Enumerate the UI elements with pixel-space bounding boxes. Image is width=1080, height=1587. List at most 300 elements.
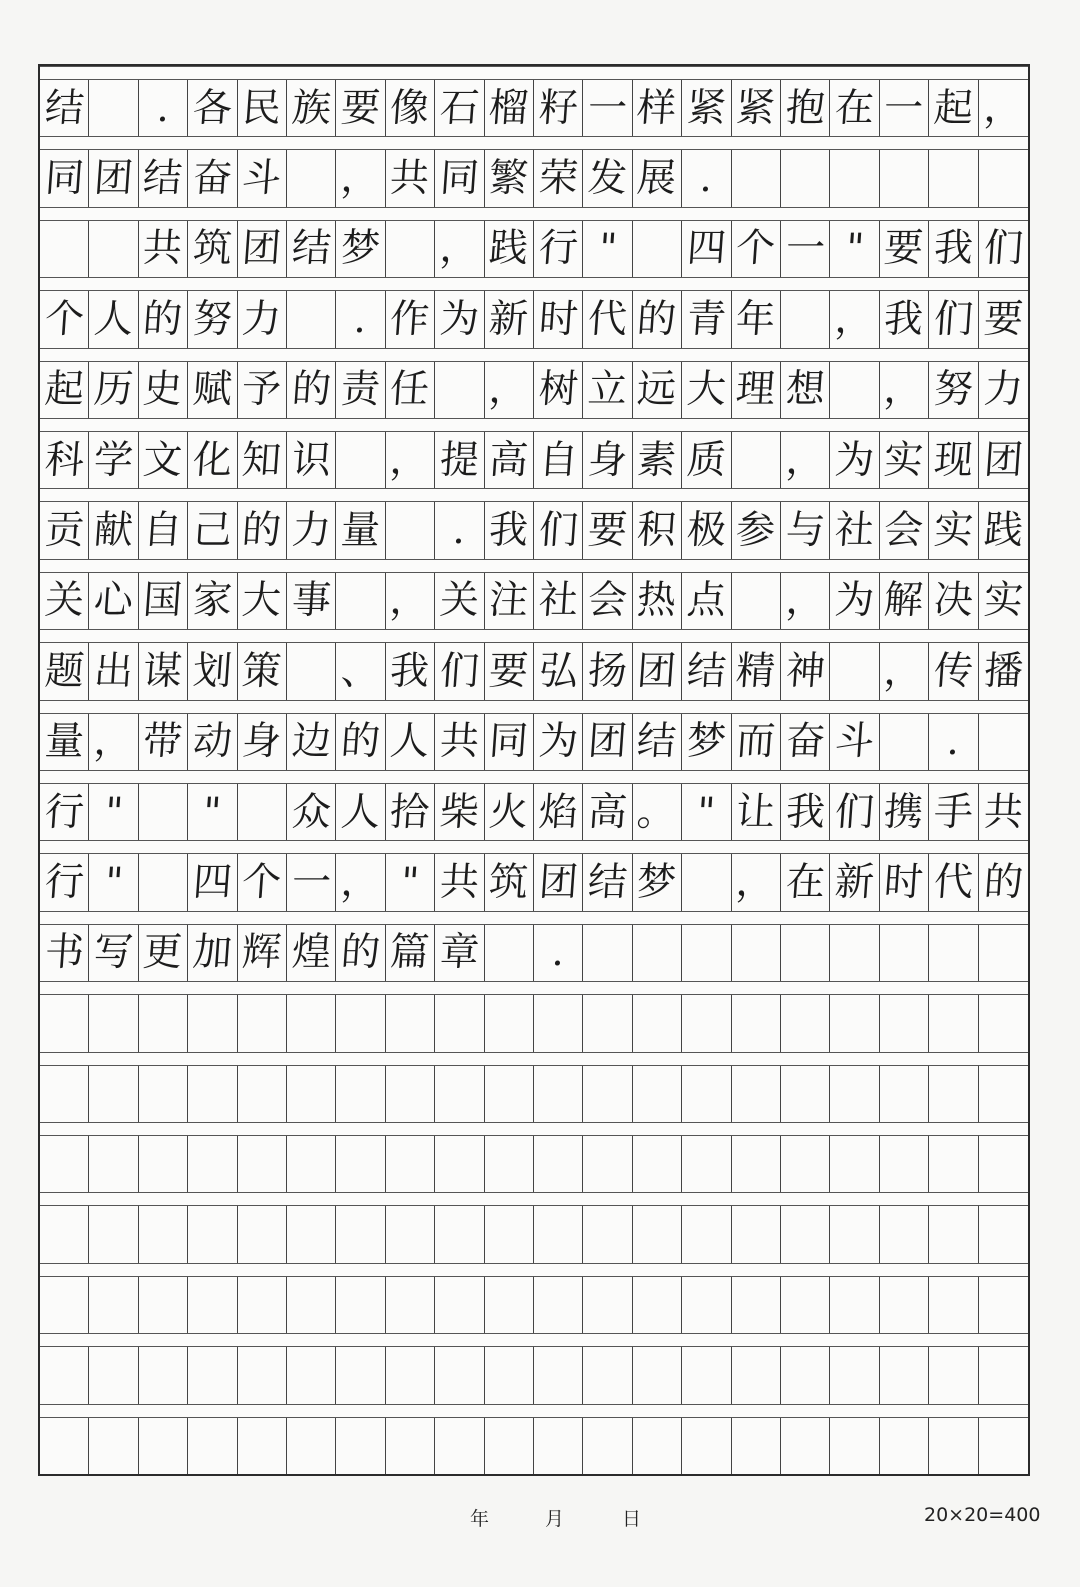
grid-cell <box>979 643 1028 699</box>
row-separator <box>40 277 1028 291</box>
grid-cell <box>336 362 385 418</box>
handwritten-char: 一 <box>586 85 629 131</box>
grid-cell <box>485 1277 534 1333</box>
grid-cell <box>979 1277 1028 1333</box>
grid-row <box>40 221 1028 277</box>
grid-cell <box>40 291 89 347</box>
handwritten-char: 、 <box>339 648 382 694</box>
grid-cell <box>287 432 336 488</box>
grid-cell <box>781 1206 830 1262</box>
grid-cell <box>830 502 879 558</box>
handwritten-char: 的 <box>339 719 382 765</box>
writing-grid-sheet <box>38 64 1030 1476</box>
row-separator <box>40 770 1028 784</box>
grid-cell <box>929 995 978 1051</box>
handwritten-char: 带 <box>141 719 185 765</box>
handwritten-char: 一 <box>882 85 926 131</box>
row-separator <box>40 418 1028 432</box>
handwritten-char: 代 <box>586 296 629 342</box>
handwritten-char: 团 <box>586 719 629 765</box>
grid-cell <box>238 1277 287 1333</box>
grid-cell <box>287 714 336 770</box>
handwritten-char: 煌 <box>290 930 333 976</box>
grid-cell <box>485 714 534 770</box>
handwritten-char: 高 <box>487 437 530 483</box>
grid-cell <box>830 643 879 699</box>
grid-cell <box>40 1066 89 1122</box>
grid-cell <box>583 925 632 981</box>
grid-cell <box>238 362 287 418</box>
grid-cell <box>929 502 978 558</box>
handwritten-char: ， <box>438 226 481 272</box>
grid-cell <box>781 1277 830 1333</box>
grid-cell <box>386 1066 435 1122</box>
grid-cell <box>485 573 534 629</box>
grid-cell <box>633 362 682 418</box>
grid-cell <box>682 150 731 206</box>
grid-cell <box>880 643 929 699</box>
handwritten-char: 个 <box>734 226 777 272</box>
grid-cell <box>979 432 1028 488</box>
handwritten-char: 们 <box>833 789 876 835</box>
grid-cell <box>534 80 583 136</box>
grid-cell <box>386 573 435 629</box>
grid-cell <box>929 1206 978 1262</box>
grid-cell <box>830 573 879 629</box>
handwritten-char: 人 <box>388 719 432 765</box>
handwritten-char: 我 <box>784 789 827 835</box>
handwritten-char: 质 <box>685 437 728 483</box>
handwritten-char: 任 <box>388 367 432 413</box>
row-separator <box>40 1122 1028 1136</box>
grid-cell <box>40 1277 89 1333</box>
grid-cell <box>880 1347 929 1403</box>
grid-row <box>40 432 1028 488</box>
grid-cell <box>336 573 385 629</box>
row-separator <box>40 1192 1028 1206</box>
grid-cell <box>139 80 188 136</box>
handwritten-char: " <box>597 226 619 272</box>
grid-cell <box>139 362 188 418</box>
grid-cell <box>682 714 731 770</box>
grid-cell <box>534 573 583 629</box>
grid-cell <box>89 995 138 1051</box>
handwritten-char: 解 <box>882 578 926 624</box>
handwritten-char: " <box>695 789 717 835</box>
grid-cell <box>40 643 89 699</box>
grid-cell <box>40 432 89 488</box>
grid-cell <box>880 221 929 277</box>
grid-cell <box>40 362 89 418</box>
grid-cell <box>89 925 138 981</box>
handwritten-char: 出 <box>92 648 135 694</box>
handwritten-char: 共 <box>438 860 481 906</box>
handwritten-char: 社 <box>833 508 876 554</box>
handwritten-char: 团 <box>635 648 679 694</box>
handwritten-char: 我 <box>487 508 530 554</box>
grid-cell <box>929 362 978 418</box>
handwritten-char: 而 <box>734 719 777 765</box>
grid-cell <box>188 362 237 418</box>
grid-cell <box>287 995 336 1051</box>
grid-cell <box>583 150 632 206</box>
grid-cell <box>979 1418 1028 1474</box>
handwritten-char: 同 <box>43 156 86 202</box>
handwritten-char: 青 <box>685 296 728 342</box>
grid-cell <box>336 643 385 699</box>
handwritten-char: ， <box>487 367 530 413</box>
grid-cell <box>732 1206 781 1262</box>
handwritten-char: 赋 <box>191 367 234 413</box>
grid-cell <box>386 502 435 558</box>
handwritten-char: 神 <box>784 648 827 694</box>
handwritten-char: 梦 <box>339 226 382 272</box>
grid-cell <box>139 1277 188 1333</box>
grid-cell <box>336 784 385 840</box>
row-separator <box>40 700 1028 714</box>
handwritten-char: 同 <box>438 156 481 202</box>
handwritten-char: 力 <box>982 367 1025 413</box>
grid-cell <box>583 432 632 488</box>
grid-cell <box>830 1347 879 1403</box>
grid-cell <box>682 291 731 347</box>
handwritten-char: . <box>698 156 715 202</box>
grid-cell <box>188 995 237 1051</box>
handwritten-char: 我 <box>882 296 926 342</box>
grid-cell <box>732 925 781 981</box>
grid-cell <box>238 502 287 558</box>
grid-cell <box>238 714 287 770</box>
handwritten-char: 们 <box>982 226 1025 272</box>
grid-row <box>40 1277 1028 1333</box>
handwritten-char: 斗 <box>240 156 283 202</box>
handwritten-char: " <box>399 860 421 906</box>
handwritten-char: 扬 <box>586 648 629 694</box>
handwritten-char: 谋 <box>141 648 185 694</box>
grid-cell <box>583 714 632 770</box>
grid-cell <box>188 854 237 910</box>
grid-cell <box>139 1206 188 1262</box>
grid-cell <box>435 925 484 981</box>
handwritten-char: 知 <box>240 437 283 483</box>
grid-cell <box>781 362 830 418</box>
row-separator <box>40 559 1028 573</box>
grid-cell <box>929 1347 978 1403</box>
handwritten-char: 要 <box>982 296 1025 342</box>
grid-cell <box>238 1206 287 1262</box>
grid-cell <box>732 1277 781 1333</box>
grid-cell <box>534 291 583 347</box>
grid-cell <box>929 150 978 206</box>
grid-cell <box>534 150 583 206</box>
handwritten-char: 关 <box>438 578 481 624</box>
handwritten-char: 结 <box>141 156 185 202</box>
grid-cell <box>929 432 978 488</box>
grid-cell <box>139 1066 188 1122</box>
grid-cell <box>781 432 830 488</box>
grid-cell <box>929 1066 978 1122</box>
grid-cell <box>682 1206 731 1262</box>
grid-cell <box>188 1136 237 1192</box>
grid-cell <box>386 784 435 840</box>
grid-cell <box>139 291 188 347</box>
grid-cell <box>386 714 435 770</box>
grid-row <box>40 362 1028 418</box>
handwritten-char: 拾 <box>388 789 432 835</box>
handwritten-char: 团 <box>92 156 135 202</box>
grid-cell <box>583 1206 632 1262</box>
grid-cell <box>435 362 484 418</box>
grid-cell <box>238 1347 287 1403</box>
grid-cell <box>435 1347 484 1403</box>
handwritten-char: 结 <box>635 719 679 765</box>
grid-cell <box>435 432 484 488</box>
grid-cell <box>781 573 830 629</box>
handwritten-char: 大 <box>240 578 283 624</box>
handwritten-char: 科 <box>43 437 86 483</box>
grid-row <box>40 1136 1028 1192</box>
grid-cell <box>781 1136 830 1192</box>
handwritten-char: ， <box>339 860 382 906</box>
handwritten-char: 新 <box>487 296 530 342</box>
handwritten-char: 与 <box>784 508 827 554</box>
grid-cell <box>633 925 682 981</box>
grid-cell <box>435 291 484 347</box>
grid-cell <box>880 1136 929 1192</box>
grid-cell <box>485 80 534 136</box>
grid-cell <box>89 150 138 206</box>
grid-cell <box>583 80 632 136</box>
grid-cell <box>386 432 435 488</box>
grid-cell <box>534 221 583 277</box>
grid-cell <box>287 1136 336 1192</box>
handwritten-char: 行 <box>537 226 580 272</box>
grid-cell <box>188 573 237 629</box>
grid-cell <box>188 925 237 981</box>
grid-cell <box>583 995 632 1051</box>
grid-cell <box>40 784 89 840</box>
grid-cell <box>830 1206 879 1262</box>
grid-cell <box>485 432 534 488</box>
grid-cell <box>534 1277 583 1333</box>
grid-cell <box>287 1418 336 1474</box>
grid-cell <box>435 150 484 206</box>
grid-cell <box>682 854 731 910</box>
grid-cell <box>238 854 287 910</box>
grid-cell <box>89 714 138 770</box>
handwritten-char: 代 <box>932 860 975 906</box>
grid-cell <box>336 432 385 488</box>
grid-cell <box>682 643 731 699</box>
grid-cell <box>40 502 89 558</box>
handwritten-char: 四 <box>685 226 728 272</box>
handwritten-char: 紧 <box>685 85 728 131</box>
grid-cell <box>830 714 879 770</box>
grid-cell <box>534 995 583 1051</box>
grid-cell <box>682 995 731 1051</box>
handwritten-char: 的 <box>635 296 679 342</box>
grid-cell <box>386 150 435 206</box>
handwritten-char: 识 <box>290 437 333 483</box>
grid-row <box>40 995 1028 1051</box>
grid-cell <box>929 573 978 629</box>
handwritten-char: 想 <box>784 367 827 413</box>
handwritten-char: 民 <box>240 85 283 131</box>
grid-cell <box>534 1206 583 1262</box>
grid-cell <box>40 150 89 206</box>
grid-cell <box>880 1418 929 1474</box>
grid-cell <box>386 362 435 418</box>
handwritten-char: 一 <box>290 860 333 906</box>
handwritten-char: . <box>155 85 171 131</box>
handwritten-char: 在 <box>784 860 827 906</box>
grid-cell <box>583 291 632 347</box>
handwritten-char: 的 <box>240 508 283 554</box>
grid-cell <box>830 995 879 1051</box>
handwritten-char: 四 <box>191 860 234 906</box>
handwritten-char: 家 <box>191 578 234 624</box>
grid-cell <box>534 1418 583 1474</box>
handwritten-char: 石 <box>438 85 481 131</box>
grid-cell <box>40 573 89 629</box>
row-separator <box>40 488 1028 502</box>
grid-row <box>40 1347 1028 1403</box>
grid-cell <box>682 1347 731 1403</box>
handwritten-char: 努 <box>191 296 234 342</box>
handwritten-char: 同 <box>487 719 530 765</box>
grid-cell <box>336 1066 385 1122</box>
grid-cell <box>781 502 830 558</box>
grid-cell <box>485 1206 534 1262</box>
handwritten-char: 学 <box>92 437 135 483</box>
grid-cell <box>583 362 632 418</box>
grid-row <box>40 1206 1028 1262</box>
footer-day-label: 日 <box>622 1508 642 1530</box>
grid-cell <box>979 1206 1028 1262</box>
row-separator <box>40 348 1028 362</box>
handwritten-char: 在 <box>833 85 876 131</box>
grid-cell <box>979 80 1028 136</box>
grid-cell <box>880 714 929 770</box>
grid-cell <box>732 573 781 629</box>
handwritten-char: 为 <box>833 578 876 624</box>
grid-capacity-label: 20×20=400 <box>924 1504 1041 1526</box>
grid-cell <box>139 925 188 981</box>
grid-cell <box>880 432 929 488</box>
grid-cell <box>732 1347 781 1403</box>
handwritten-char: 起 <box>932 85 975 131</box>
grid-cell <box>880 291 929 347</box>
handwritten-char: " <box>103 789 125 835</box>
grid-cell <box>287 643 336 699</box>
grid-cell <box>929 1136 978 1192</box>
handwritten-char: 结 <box>43 85 86 131</box>
handwritten-char: 筑 <box>487 860 530 906</box>
grid-cell <box>435 573 484 629</box>
row-separator <box>40 1404 1028 1418</box>
grid-cell <box>336 1136 385 1192</box>
grid-cell <box>287 291 336 347</box>
grid-cell <box>89 573 138 629</box>
grid-cell <box>633 714 682 770</box>
handwritten-char: 力 <box>290 508 333 554</box>
grid-cell <box>188 291 237 347</box>
grid-cell <box>633 643 682 699</box>
grid-cell <box>386 643 435 699</box>
handwritten-char: 的 <box>339 930 382 976</box>
handwritten-char: 年 <box>734 296 777 342</box>
handwritten-char: ， <box>339 156 382 202</box>
grid-cell <box>435 221 484 277</box>
grid-cell <box>139 995 188 1051</box>
row-separator <box>40 207 1028 221</box>
handwritten-char: ， <box>882 367 926 413</box>
grid-cell <box>188 432 237 488</box>
handwritten-char: 史 <box>141 367 185 413</box>
handwritten-char: 篇 <box>388 930 432 976</box>
grid-cell <box>633 854 682 910</box>
row-separator <box>40 66 1028 80</box>
grid-cell <box>139 714 188 770</box>
grid-cell <box>435 1206 484 1262</box>
footer-month-label: 月 <box>545 1508 565 1530</box>
grid-cell <box>435 1066 484 1122</box>
grid-cell <box>929 221 978 277</box>
row-separator <box>40 840 1028 854</box>
grid-cell <box>633 1136 682 1192</box>
grid-cell <box>979 362 1028 418</box>
grid-cell <box>139 432 188 488</box>
grid-cell <box>534 432 583 488</box>
grid-cell <box>40 80 89 136</box>
handwritten-char: 心 <box>92 578 135 624</box>
handwritten-char: 素 <box>635 437 679 483</box>
grid-cell <box>89 432 138 488</box>
handwritten-char: " <box>844 226 866 272</box>
grid-cell <box>287 1347 336 1403</box>
grid-cell <box>732 1136 781 1192</box>
grid-cell <box>682 1277 731 1333</box>
handwritten-char: 划 <box>191 648 234 694</box>
grid-cell <box>732 362 781 418</box>
grid-cell <box>682 784 731 840</box>
handwritten-char: 手 <box>932 789 975 835</box>
handwritten-char: 实 <box>882 437 926 483</box>
handwritten-char: 共 <box>982 789 1025 835</box>
grid-cell <box>435 854 484 910</box>
handwritten-char: 献 <box>92 508 135 554</box>
grid-cell <box>188 1347 237 1403</box>
handwritten-char: 繁 <box>487 156 530 202</box>
grid-cell <box>40 1136 89 1192</box>
grid-cell <box>89 854 138 910</box>
grid-cell <box>633 995 682 1051</box>
grid-cell <box>534 925 583 981</box>
row-separator <box>40 911 1028 925</box>
handwritten-char: 社 <box>537 578 580 624</box>
grid-row <box>40 291 1028 347</box>
grid-cell <box>830 432 879 488</box>
handwritten-char: 辉 <box>240 930 283 976</box>
grid-cell <box>781 80 830 136</box>
grid-cell <box>979 1066 1028 1122</box>
handwritten-char: 身 <box>586 437 629 483</box>
grid-cell <box>534 784 583 840</box>
grid-cell <box>633 784 682 840</box>
grid-cell <box>485 1347 534 1403</box>
handwritten-char: 理 <box>734 367 777 413</box>
handwritten-char: 像 <box>388 85 432 131</box>
